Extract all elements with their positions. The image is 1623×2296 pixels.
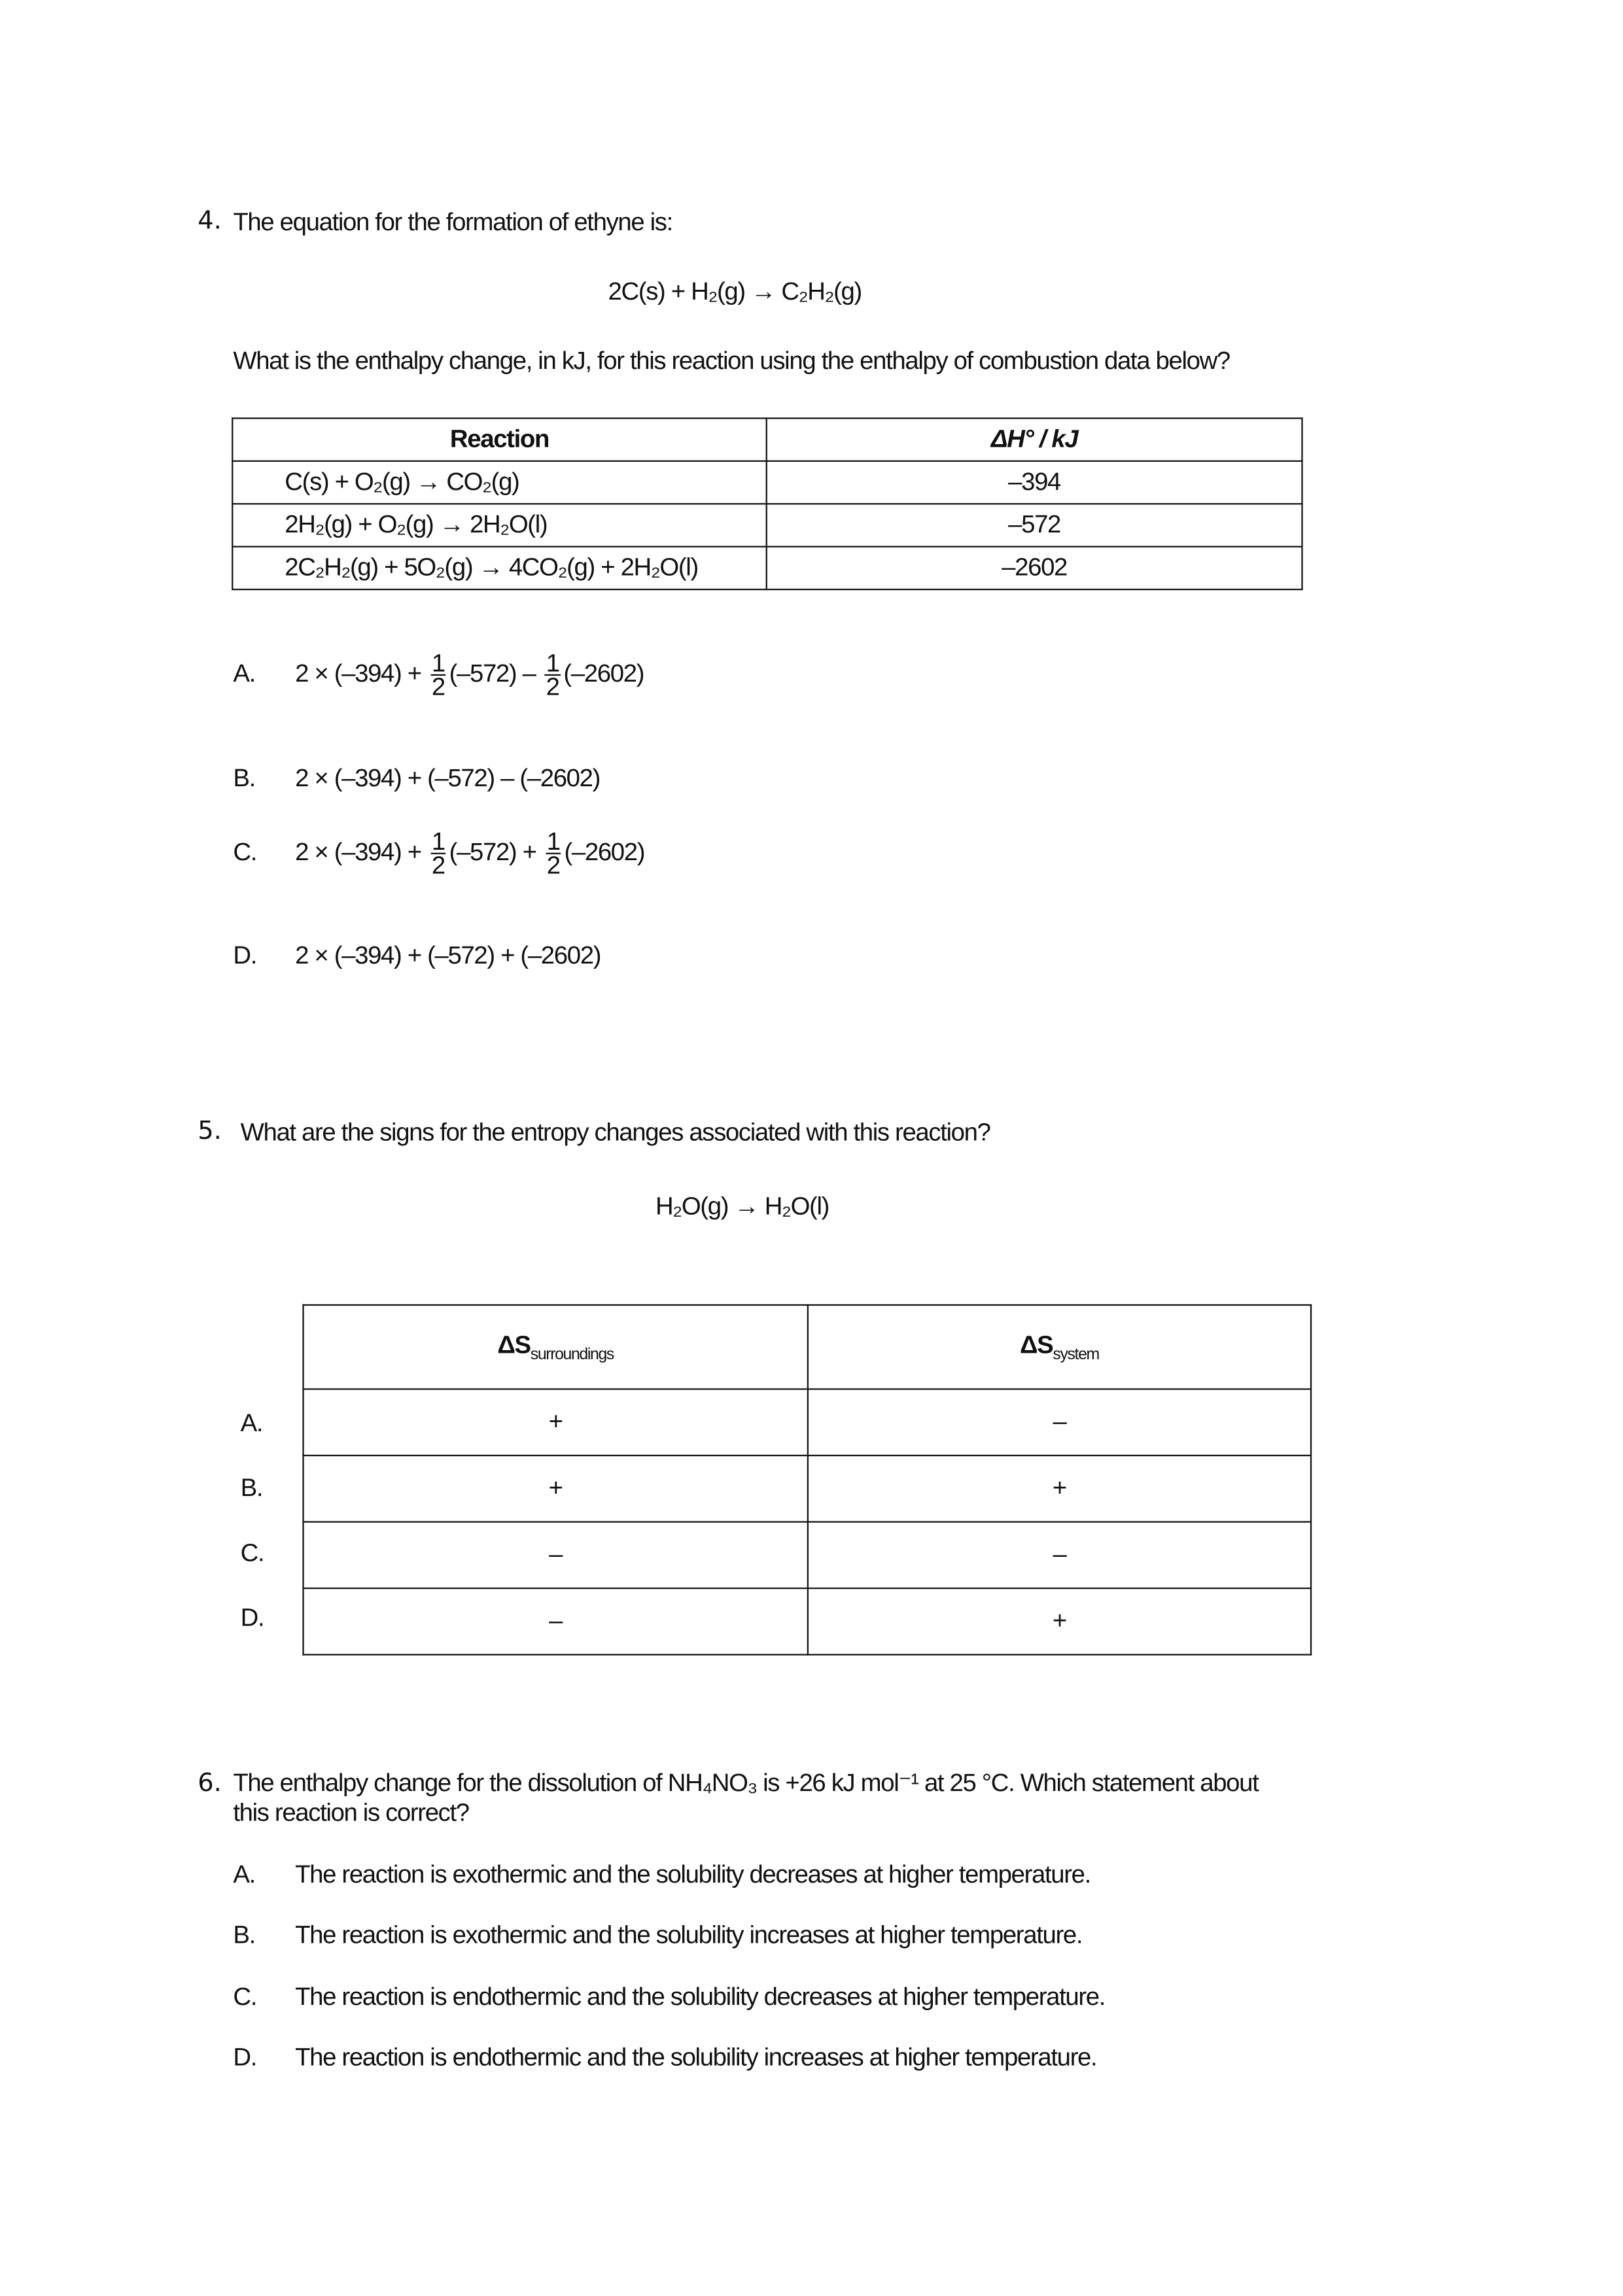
- q6-option-letter: D.: [233, 2043, 257, 2072]
- q4-option-letter: A.: [233, 659, 255, 688]
- enthalpy-cell: –572: [767, 504, 1302, 546]
- q4-question: What is the enthalpy change, in kJ, for this reaction using the enthalpy of combustion data below?: [233, 347, 1230, 375]
- header-system: $\Delta S_{system}$: [808, 1305, 1311, 1389]
- q6-option-text: The reaction is endothermic and the solubility increases at higher temperature.: [295, 2043, 1097, 2072]
- q6-number: 6.: [198, 1769, 222, 1799]
- q5-option-letter: D.: [240, 1603, 264, 1632]
- q4-number: 4.: [198, 206, 222, 236]
- reaction-cell: C(s) + O₂(g) → CO₂(g): [232, 461, 766, 504]
- q4-option: [233, 824, 644, 882]
- q4-option-expression: 2 × (–394) + $\frac{1}{2}$ (–572) – $\frac{1}{2}$ (–2602): [295, 648, 644, 701]
- q6-question-line2: this reaction is correct?: [233, 1798, 469, 1827]
- q5-number: 5.: [198, 1117, 222, 1147]
- reaction-cell: 2H₂(g) + O₂(g) → 2H₂O(l): [232, 504, 766, 546]
- q5-equation: H₂O(g) → H₂O(l): [655, 1192, 829, 1221]
- q4-option-expression: 2 × (–394) + $\frac{1}{2}$ (–572) + $\frac{1}{2}$ (–2602): [295, 827, 645, 879]
- q6-option-text: The reaction is exothermic and the solubility decreases at higher temperature.: [295, 1860, 1091, 1889]
- q4-option-letter: C.: [233, 838, 257, 866]
- q4-prompt: The equation for the formation of ethyne is:: [233, 208, 672, 236]
- table-row: [304, 1455, 1312, 1522]
- surroundings-sign: –: [304, 1522, 808, 1588]
- table-row: [232, 547, 1302, 589]
- reaction-cell: 2C₂H₂(g) + 5O₂(g) → 4CO₂(g) + 2H₂O(l): [232, 547, 766, 589]
- system-sign: +: [808, 1455, 1311, 1522]
- q6-option-letter: B.: [233, 1921, 255, 1949]
- q4-option-expression: 2 × (–394) + (–572) + (–2602): [295, 941, 601, 969]
- table-row: [304, 1588, 1312, 1654]
- q4-option: [233, 645, 644, 704]
- fraction: $\frac{1}{2}$: [544, 652, 560, 697]
- q5-option-letter: B.: [240, 1474, 263, 1503]
- q4-option-letter: B.: [233, 764, 255, 793]
- q4-option: [233, 926, 601, 985]
- table-row: [304, 1389, 1312, 1455]
- enthalpy-cell: –2602: [767, 547, 1302, 589]
- q6-option-text: The reaction is exothermic and the solubility increases at higher temperature.: [295, 1921, 1083, 1949]
- fraction: $\frac{1}{2}$: [545, 830, 561, 876]
- system-sign: –: [808, 1522, 1311, 1588]
- q5-option-letter: C.: [240, 1539, 264, 1567]
- system-sign: +: [808, 1588, 1311, 1654]
- surroundings-sign: –: [304, 1588, 808, 1654]
- q5-entropy-table: [302, 1304, 1312, 1656]
- q6-option-text: The reaction is endothermic and the solubility decreases at higher temperature.: [295, 1983, 1106, 2011]
- table-header-row: [232, 418, 1302, 461]
- fraction: $\frac{1}{2}$: [430, 652, 446, 697]
- table-row: [232, 504, 1302, 546]
- q4-data-table: [232, 417, 1302, 590]
- surroundings-sign: +: [304, 1455, 808, 1522]
- q5-question: What are the signs for the entropy changes associated with this reaction?: [240, 1118, 990, 1147]
- q4-option-expression: 2 × (–394) + (–572) – (–2602): [295, 764, 601, 793]
- surroundings-sign: +: [304, 1389, 808, 1455]
- enthalpy-cell: –394: [767, 461, 1302, 504]
- table-header-row: [304, 1305, 1312, 1389]
- q4-option: [233, 750, 600, 809]
- fraction: $\frac{1}{2}$: [430, 830, 446, 876]
- q4-equation: 2C(s) + H₂(g) → C₂H₂(g): [608, 277, 862, 305]
- q6-option-letter: C.: [233, 1983, 257, 2011]
- q5-option-letter: A.: [240, 1409, 263, 1437]
- header-enthalpy: ΔH° / kJ: [767, 418, 1302, 461]
- table-row: [232, 461, 1302, 504]
- header-surroundings: $\Delta S_{surroundings}$: [304, 1305, 808, 1389]
- q6-question-line1: The enthalpy change for the dissolution of NH₄NO₃ is +26 kJ mol⁻¹ at 25 °C. Which statement about: [233, 1769, 1259, 1798]
- table-row: [304, 1522, 1312, 1588]
- q4-option-letter: D.: [233, 941, 257, 969]
- header-reaction: Reaction: [232, 418, 766, 461]
- system-sign: –: [808, 1389, 1311, 1455]
- q6-option-letter: A.: [233, 1860, 255, 1889]
